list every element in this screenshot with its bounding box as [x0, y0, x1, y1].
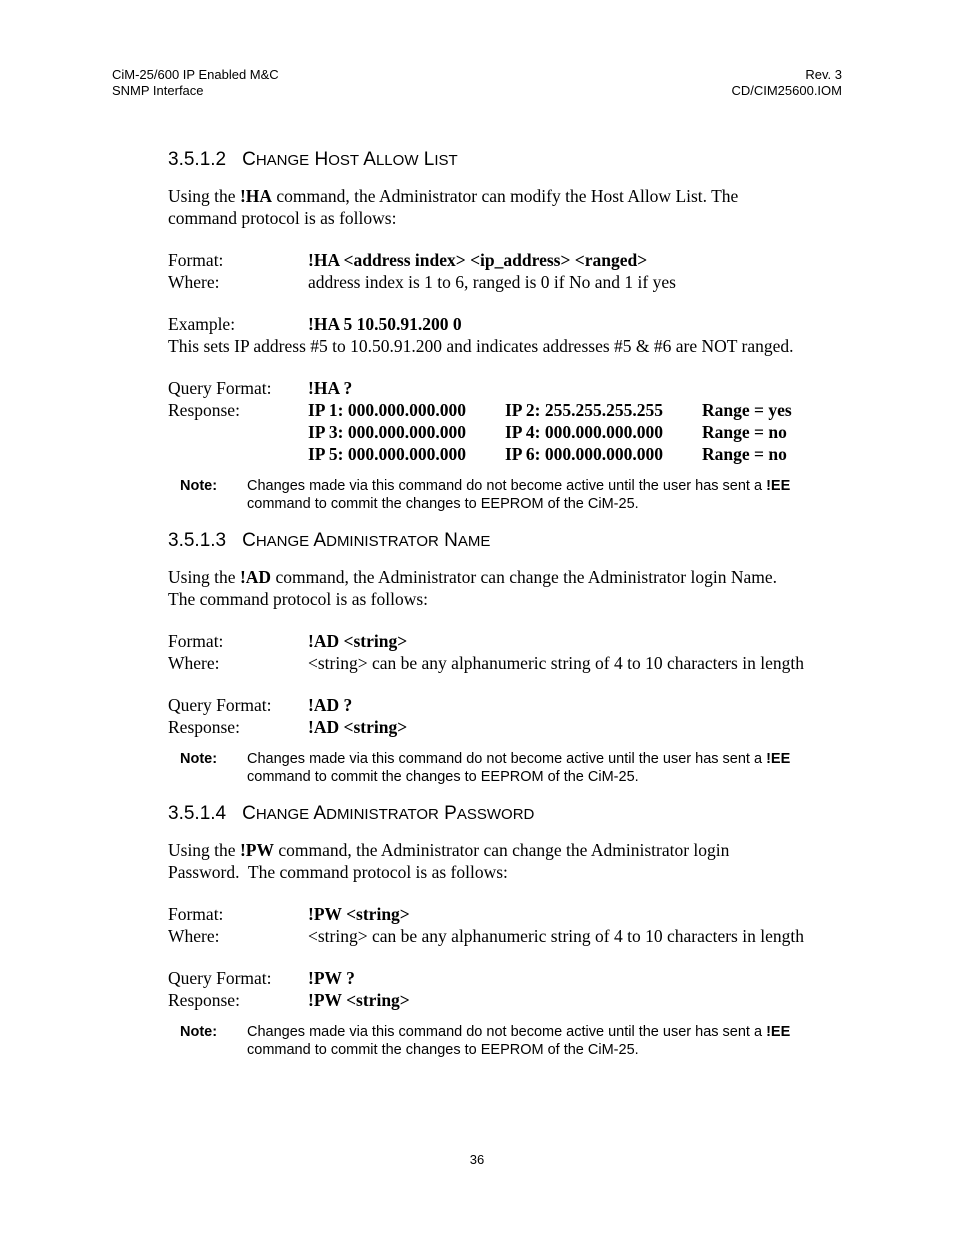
- section-heading-admin-name: [168, 529, 858, 554]
- response-row: [168, 716, 858, 738]
- response-value: !AD <string>: [308, 717, 408, 737]
- command-name: !PW: [239, 840, 274, 860]
- heading-part: IST: [434, 152, 458, 169]
- note-command: !EE: [766, 751, 791, 767]
- heading-part: LLOW: [375, 152, 419, 169]
- command-name: !AD: [239, 567, 272, 587]
- heading-part: AME: [457, 533, 491, 550]
- note-text: Changes made via this command do not become active until the user has sent a: [247, 751, 767, 767]
- response-label: Response:: [168, 717, 240, 737]
- response-label: Response:: [168, 990, 240, 1010]
- example-row: [168, 313, 858, 335]
- response-row: [168, 421, 858, 443]
- text: Using the: [168, 567, 240, 587]
- query-value: !HA ?: [308, 378, 353, 398]
- intro-paragraph: [168, 839, 858, 883]
- response-label: Response:: [168, 400, 240, 420]
- header-right: [731, 67, 842, 99]
- example-description: This sets IP address #5 to 10.50.91.200 and indicates addresses #5 & #6 are NOT ranged.: [168, 336, 794, 356]
- text: command, the Administrator can change the Administrator login: [273, 840, 730, 860]
- response-cell: Range = no: [702, 444, 787, 464]
- note-text: command to commit the changes to EEPROM of the CiM-25.: [247, 1042, 639, 1058]
- section-number: 3.5.1.3: [168, 530, 227, 551]
- note-label: Note:: [180, 478, 218, 494]
- intro-paragraph: [168, 185, 858, 229]
- page-body: [168, 148, 858, 1059]
- heading-part: N: [444, 530, 458, 551]
- where-label: Where:: [168, 272, 220, 292]
- where-label: Where:: [168, 926, 220, 946]
- heading-part: C: [242, 149, 256, 170]
- section-number: 3.5.1.4: [168, 803, 227, 824]
- intro-paragraph: [168, 566, 858, 610]
- query-label: Query Format:: [168, 968, 272, 988]
- heading-part: HANGE: [255, 806, 310, 823]
- response-cell: IP 5: 000.000.000.000: [308, 444, 466, 464]
- format-label: Format:: [168, 631, 224, 651]
- response-cell: IP 3: 000.000.000.000: [308, 422, 466, 442]
- where-row: [168, 925, 858, 947]
- doc-subtitle: SNMP Interface: [112, 83, 204, 98]
- response-row: [168, 399, 858, 421]
- heading-part: DMINISTRATOR: [326, 806, 439, 823]
- note-text: command to commit the changes to EEPROM of the CiM-25.: [247, 496, 639, 512]
- query-value: !AD ?: [308, 695, 353, 715]
- doc-revision: Rev. 3: [805, 67, 842, 82]
- heading-part: OST: [328, 152, 360, 169]
- text: command, the Administrator can modify the Host Allow List. The: [272, 186, 739, 206]
- query-label: Query Format:: [168, 695, 272, 715]
- example-value: !HA 5 10.50.91.200 0: [308, 314, 462, 334]
- response-cell: IP 4: 000.000.000.000: [505, 422, 663, 442]
- response-row: [168, 443, 858, 465]
- heading-part: HANGE: [255, 152, 310, 169]
- heading-part: L: [423, 149, 435, 170]
- note-block: [180, 477, 858, 513]
- heading-part: P: [444, 803, 457, 824]
- note-text: command to commit the changes to EEPROM of the CiM-25.: [247, 769, 639, 785]
- where-row: [168, 271, 858, 293]
- heading-part: A: [363, 149, 376, 170]
- where-row: [168, 652, 858, 674]
- format-value: !PW <string>: [308, 904, 410, 924]
- heading-part: H: [314, 149, 329, 170]
- note-block: [180, 1023, 858, 1059]
- heading-part: HANGE: [255, 533, 310, 550]
- heading-part: C: [242, 530, 256, 551]
- text: command protocol is as follows:: [168, 208, 397, 228]
- heading-part: C: [242, 803, 256, 824]
- response-cell: IP 6: 000.000.000.000: [505, 444, 663, 464]
- section-heading-admin-password: [168, 802, 858, 827]
- text: command, the Administrator can change the Administrator login Name.: [271, 567, 777, 587]
- format-row: [168, 630, 858, 652]
- note-label: Note:: [180, 1024, 218, 1040]
- heading-part: A: [313, 530, 327, 551]
- query-label: Query Format:: [168, 378, 272, 398]
- example-label: Example:: [168, 314, 236, 334]
- command-name: !HA: [239, 186, 273, 206]
- response-cell: IP 2: 255.255.255.255: [505, 400, 663, 420]
- text: Using the: [168, 186, 240, 206]
- query-row: [168, 967, 858, 989]
- format-label: Format:: [168, 250, 224, 270]
- section-number: 3.5.1.2: [168, 149, 227, 170]
- query-row: [168, 377, 858, 399]
- header-left: [112, 67, 279, 99]
- heading-part: A: [313, 803, 327, 824]
- text: Password. The command protocol is as follows:: [168, 862, 508, 882]
- heading-part: ASSWORD: [456, 806, 535, 823]
- format-row: [168, 903, 858, 925]
- doc-title: CiM-25/600 IP Enabled M&C: [112, 67, 279, 82]
- format-label: Format:: [168, 904, 224, 924]
- response-value: !PW <string>: [308, 990, 410, 1010]
- doc-code: CD/CIM25600.IOM: [731, 83, 842, 98]
- note-command: !EE: [766, 478, 791, 494]
- where-value: address index is 1 to 6, ranged is 0 if No and 1 if yes: [308, 272, 676, 292]
- query-row: [168, 694, 858, 716]
- note-label: Note:: [180, 751, 218, 767]
- format-row: [168, 249, 858, 271]
- response-cell: Range = no: [702, 422, 787, 442]
- section-heading-host-allow: [168, 148, 858, 173]
- note-text: Changes made via this command do not become active until the user has sent a: [247, 478, 767, 494]
- heading-part: DMINISTRATOR: [326, 533, 439, 550]
- where-value: <string> can be any alphanumeric string of 4 to 10 characters in length: [308, 926, 804, 946]
- format-value: !HA <address index> <ip_address> <ranged>: [308, 250, 648, 270]
- text: The command protocol is as follows:: [168, 589, 429, 609]
- query-value: !PW ?: [308, 968, 355, 988]
- note-text: Changes made via this command do not become active until the user has sent a: [247, 1024, 767, 1040]
- page-number: 36: [469, 1152, 485, 1167]
- response-row: [168, 989, 858, 1011]
- where-label: Where:: [168, 653, 220, 673]
- response-cell: IP 1: 000.000.000.000: [308, 400, 466, 420]
- note-command: !EE: [766, 1024, 791, 1040]
- format-value: !AD <string>: [308, 631, 408, 651]
- response-cell: Range = yes: [702, 400, 792, 420]
- where-value: <string> can be any alphanumeric string of 4 to 10 characters in length: [308, 653, 804, 673]
- note-block: [180, 750, 858, 786]
- text: Using the: [168, 840, 240, 860]
